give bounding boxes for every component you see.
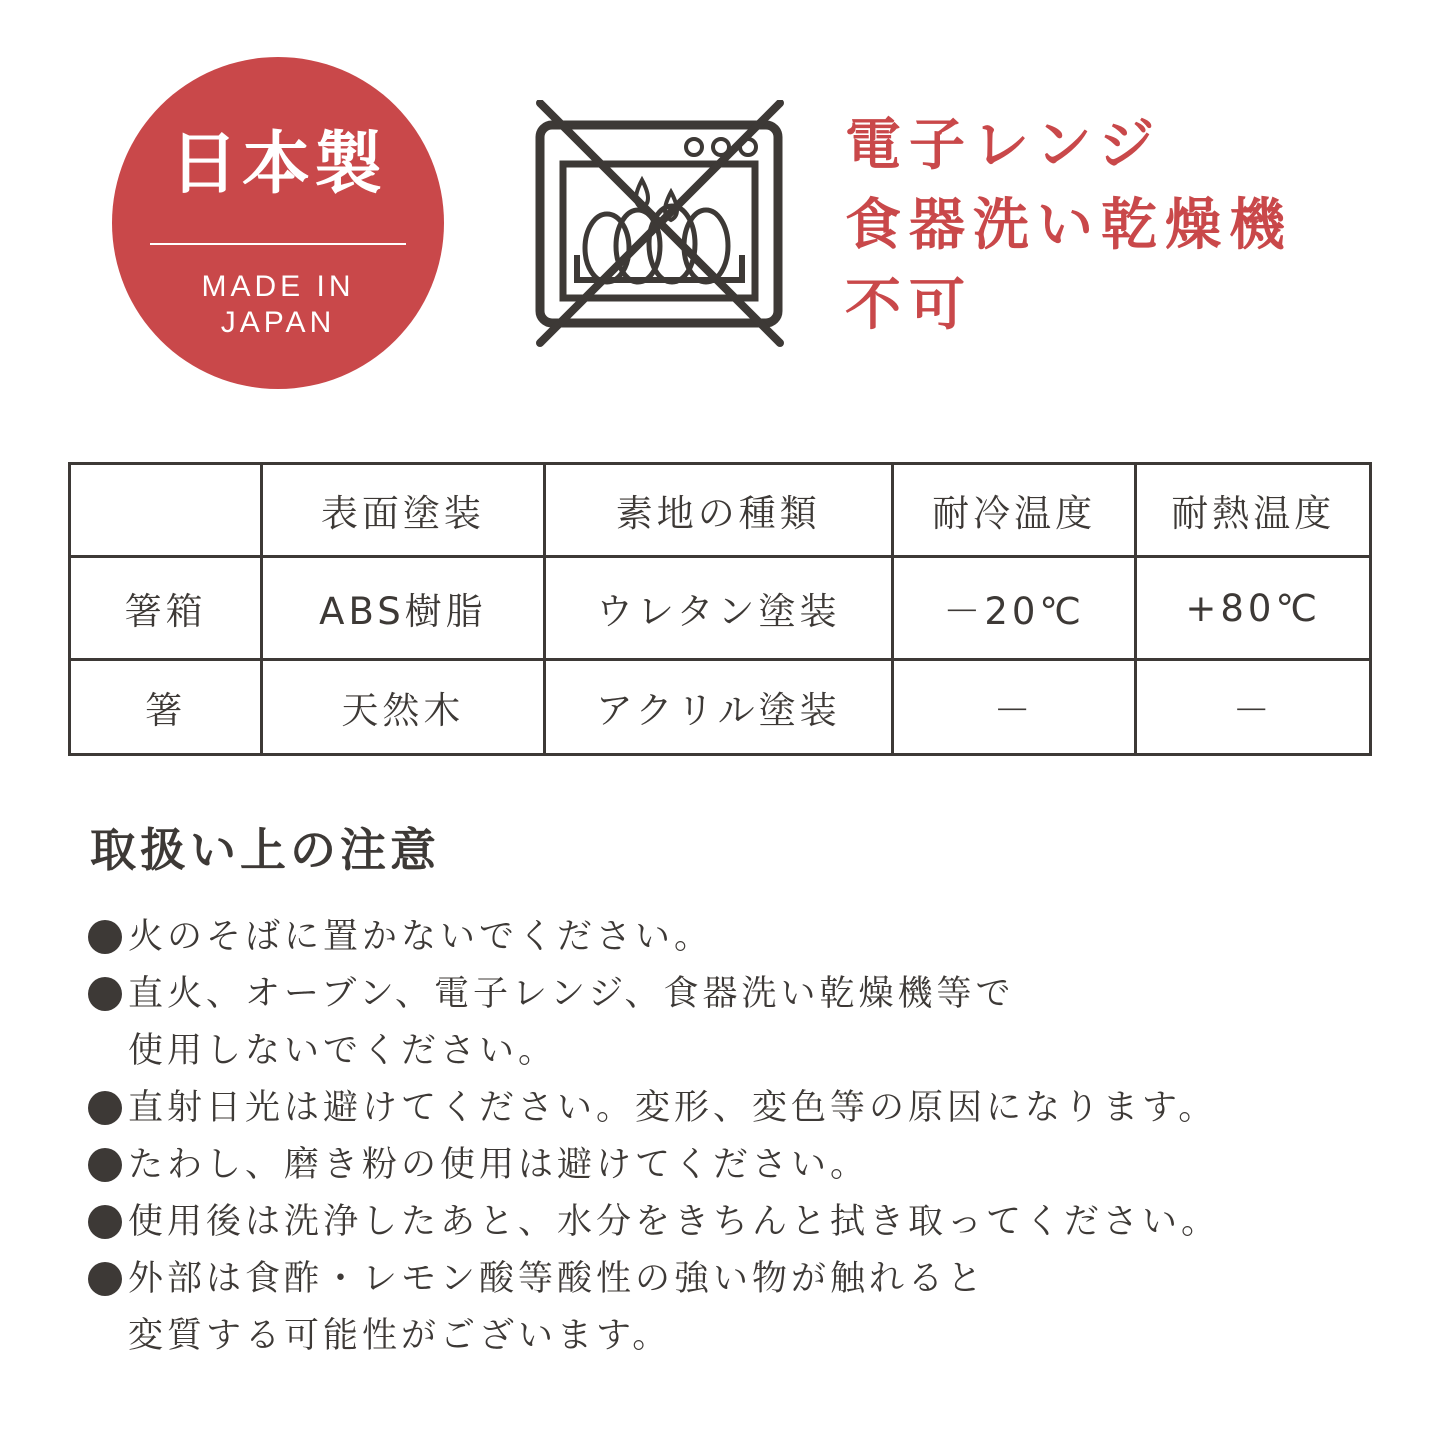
- table-cell: 天然木: [262, 660, 544, 755]
- badge-english-text: [112, 269, 444, 341]
- table-cell: +80℃: [1136, 557, 1371, 660]
- notes-title: 取扱い上の注意: [90, 823, 440, 877]
- list-item: [88, 1137, 1220, 1194]
- header-cell: 素地の種類: [544, 464, 892, 557]
- table-cell: －: [892, 660, 1136, 755]
- no-microwave-dishwasher-icon: [530, 100, 790, 350]
- microwave-dishwasher-warning: [845, 106, 1293, 346]
- bullet-icon: [88, 977, 122, 1011]
- table-cell: －: [1136, 660, 1371, 755]
- note-text: たわし、磨き粉の使用は避けてください。: [128, 1145, 870, 1185]
- bullet-icon: [88, 1262, 122, 1296]
- table-cell: アクリル塗装: [544, 660, 892, 755]
- list-item: [88, 909, 1220, 966]
- note-text: 外部は食酢・レモン酸等酸性の強い物が触れると: [128, 1259, 987, 1299]
- note-text: 火のそばに置かないでください。: [128, 917, 714, 957]
- table-cell: 箸: [70, 660, 262, 755]
- bullet-icon: [88, 1148, 122, 1182]
- note-text: 直射日光は避けてください。変形、変色等の原因になります。: [128, 1088, 1218, 1128]
- table-header-row: [70, 464, 1371, 557]
- warning-line2: 食器洗い乾燥機: [845, 193, 1293, 258]
- table-cell: ウレタン塗装: [544, 557, 892, 660]
- list-item: [88, 1080, 1220, 1137]
- table-cell: ABS樹脂: [262, 557, 544, 660]
- list-item: [88, 1194, 1220, 1251]
- note-text: 直火、オーブン、電子レンジ、食器洗い乾燥機等で: [128, 974, 1015, 1014]
- note-text: 使用後は洗浄したあと、水分をきちんと拭き取ってください。: [128, 1202, 1221, 1242]
- bullet-icon: [88, 1205, 122, 1239]
- warning-line1: 電子レンジ: [845, 113, 1163, 178]
- header-cell: 表面塗装: [262, 464, 544, 557]
- table-row: [70, 557, 1371, 660]
- badge-english-line2: JAPAN: [220, 306, 336, 339]
- header-cell: [70, 464, 262, 557]
- list-item: [88, 1251, 1220, 1365]
- table-cell: －20℃: [892, 557, 1136, 660]
- header-cell: 耐熱温度: [1136, 464, 1371, 557]
- badge-divider: [150, 243, 406, 245]
- made-in-japan-badge: [112, 57, 444, 389]
- badge-english-line1: MADE IN: [201, 270, 355, 303]
- table-cell: 箸箱: [70, 557, 262, 660]
- bullet-icon: [88, 920, 122, 954]
- list-item: [88, 966, 1220, 1080]
- note-text: 使用しないでください。: [128, 1031, 558, 1071]
- warning-line3: 不可: [845, 273, 973, 338]
- note-text: 変質する可能性がございます。: [128, 1316, 672, 1356]
- table-row: [70, 660, 1371, 755]
- header-cell: 耐冷温度: [892, 464, 1136, 557]
- badge-japanese-text: 日本製: [169, 125, 386, 204]
- material-spec-table: [68, 462, 1372, 756]
- bullet-icon: [88, 1091, 122, 1125]
- notes-list: [88, 909, 1220, 1365]
